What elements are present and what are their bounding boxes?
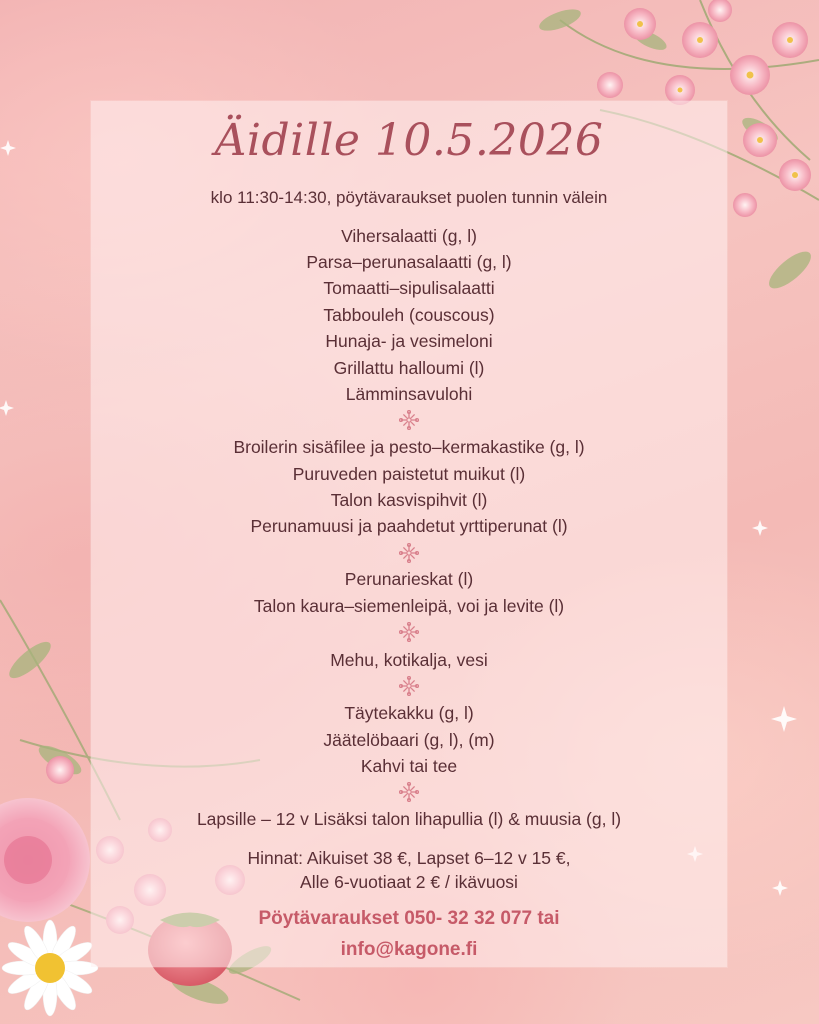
menu-item: Vihersalaatti (g, l) <box>341 226 477 246</box>
menu-item: Puruveden paistetut muikut (l) <box>292 464 526 484</box>
prices-line-1: Hinnat: Aikuiset 38 €, Lapset 6–12 v 15 €, <box>247 848 571 868</box>
menu-item: Broilerin sisäfilee ja pesto–kermakastike (g, l) <box>233 437 585 457</box>
kids-info: Lapsille – 12 v Lisäksi talon lihapullia (l) & muusia (g, l) <box>196 809 622 829</box>
menu-content <box>91 101 727 967</box>
page-subtitle: klo 11:30-14:30, pöytävaraukset puolen tunnin välein <box>210 188 608 207</box>
snowflake-flower-icon <box>91 622 727 642</box>
page-title: Äidille 10.5.2026 <box>214 115 604 166</box>
menu-item: Tabbouleh (couscous) <box>323 305 495 325</box>
menu-item: Perunarieskat (l) <box>344 569 474 589</box>
menu-item: Grillattu halloumi (l) <box>333 358 485 378</box>
booking-email-link[interactable]: info@kagone.fi <box>340 939 478 960</box>
menu-item: Kahvi tai tee <box>360 756 458 776</box>
menu-item: Tomaatti–sipulisalaatti <box>323 278 495 298</box>
booking-phone: Pöytävaraukset 050- 32 32 077 tai <box>258 908 560 929</box>
menu-item: Parsa–perunasalaatti (g, l) <box>306 252 512 272</box>
prices-line-2: Alle 6-vuotiaat 2 € / ikävuosi <box>300 872 518 892</box>
menu-item: Täytekakku (g, l) <box>344 703 474 723</box>
snowflake-flower-icon <box>91 410 727 430</box>
snowflake-flower-icon <box>91 543 727 563</box>
menu-item: Lämminsavulohi <box>345 384 473 404</box>
menu-item: Mehu, kotikalja, vesi <box>330 650 488 670</box>
menu-item: Jäätelöbaari (g, l), (m) <box>323 730 495 750</box>
menu-item: Hunaja- ja vesimeloni <box>325 331 493 351</box>
menu-item: Talon kaura–siemenleipä, voi ja levite (l) <box>253 596 565 616</box>
snowflake-flower-icon <box>91 676 727 696</box>
snowflake-flower-icon <box>91 782 727 802</box>
menu-item: Talon kasvispihvit (l) <box>330 490 488 510</box>
menu-item: Perunamuusi ja paahdetut yrttiperunat (l) <box>250 516 568 536</box>
